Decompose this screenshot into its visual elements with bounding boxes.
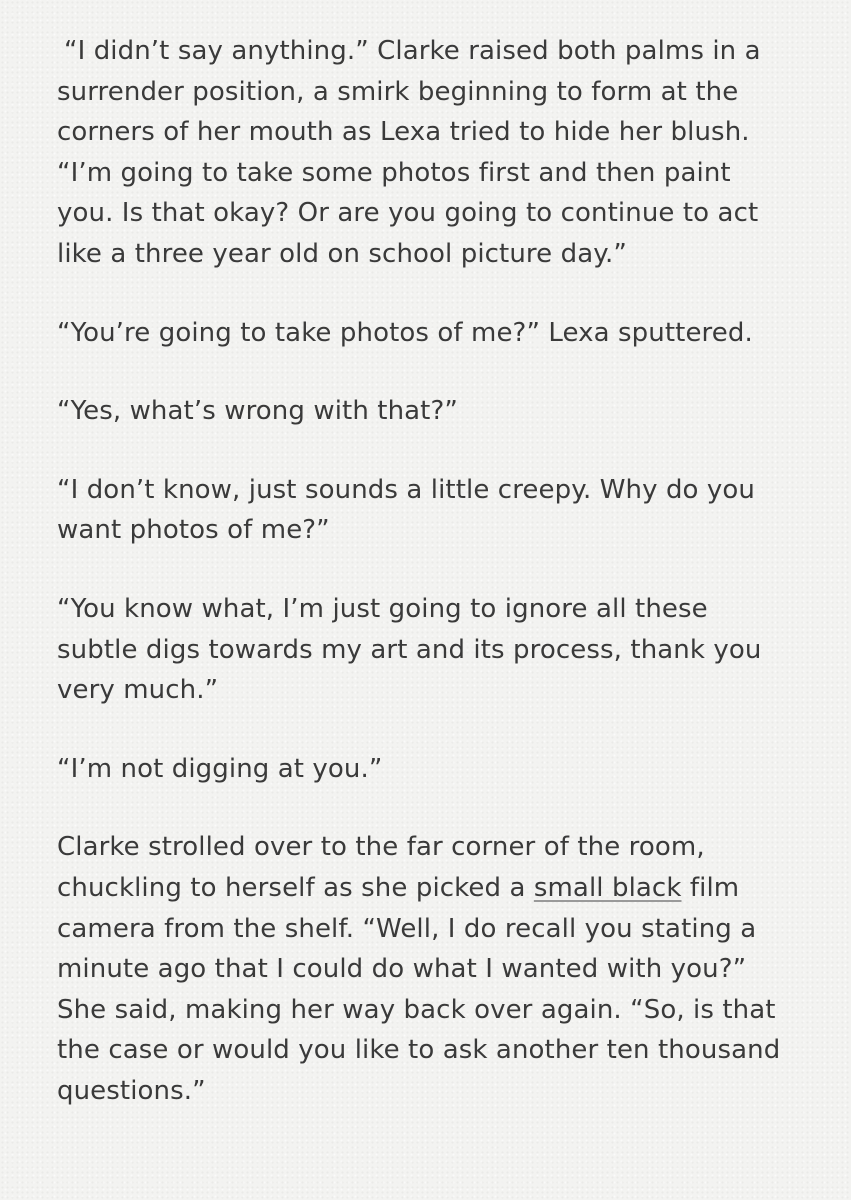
paragraph-7-text-after-link: film camera from the shelf. “Well, I do recall you stating a minute ago that I could do what I wanted with you?” She said, making her way back over again. “So, is that the case or would you like to ask another ten thousand questions.” (57, 872, 781, 1106)
paragraph-3: “Yes, what’s wrong with that?” (57, 396, 458, 427)
paragraph-5: “You know what, I’m just going to ignore all these subtle digs towards my art and its process, thank you very much.” (57, 593, 762, 706)
paragraph-7 (57, 827, 811, 1111)
paragraph-1: “I didn’t say anything.” Clarke raised both palms in a surrender position, a smirk beginning to form at the corners of her mouth as Lexa tried to hide her blush. “I’m going to take some photos first and then paint you. Is that okay? Or are you going to continue to act like a three year old on school picture day.” (57, 36, 761, 269)
paragraph-2: “You’re going to take photos of me?” Lexa sputtered. (57, 317, 753, 348)
paragraph-6: “I’m not digging at you.” (57, 753, 383, 784)
paragraph-7-text-before-link: Clarke strolled over to the far corner of the room, chuckling to herself as she picked a (57, 832, 705, 903)
paragraph-4: “I don’t know, just sounds a little creepy. Why do you want photos of me?” (57, 474, 756, 546)
inline-link-small-black[interactable]: small black (533, 872, 682, 903)
